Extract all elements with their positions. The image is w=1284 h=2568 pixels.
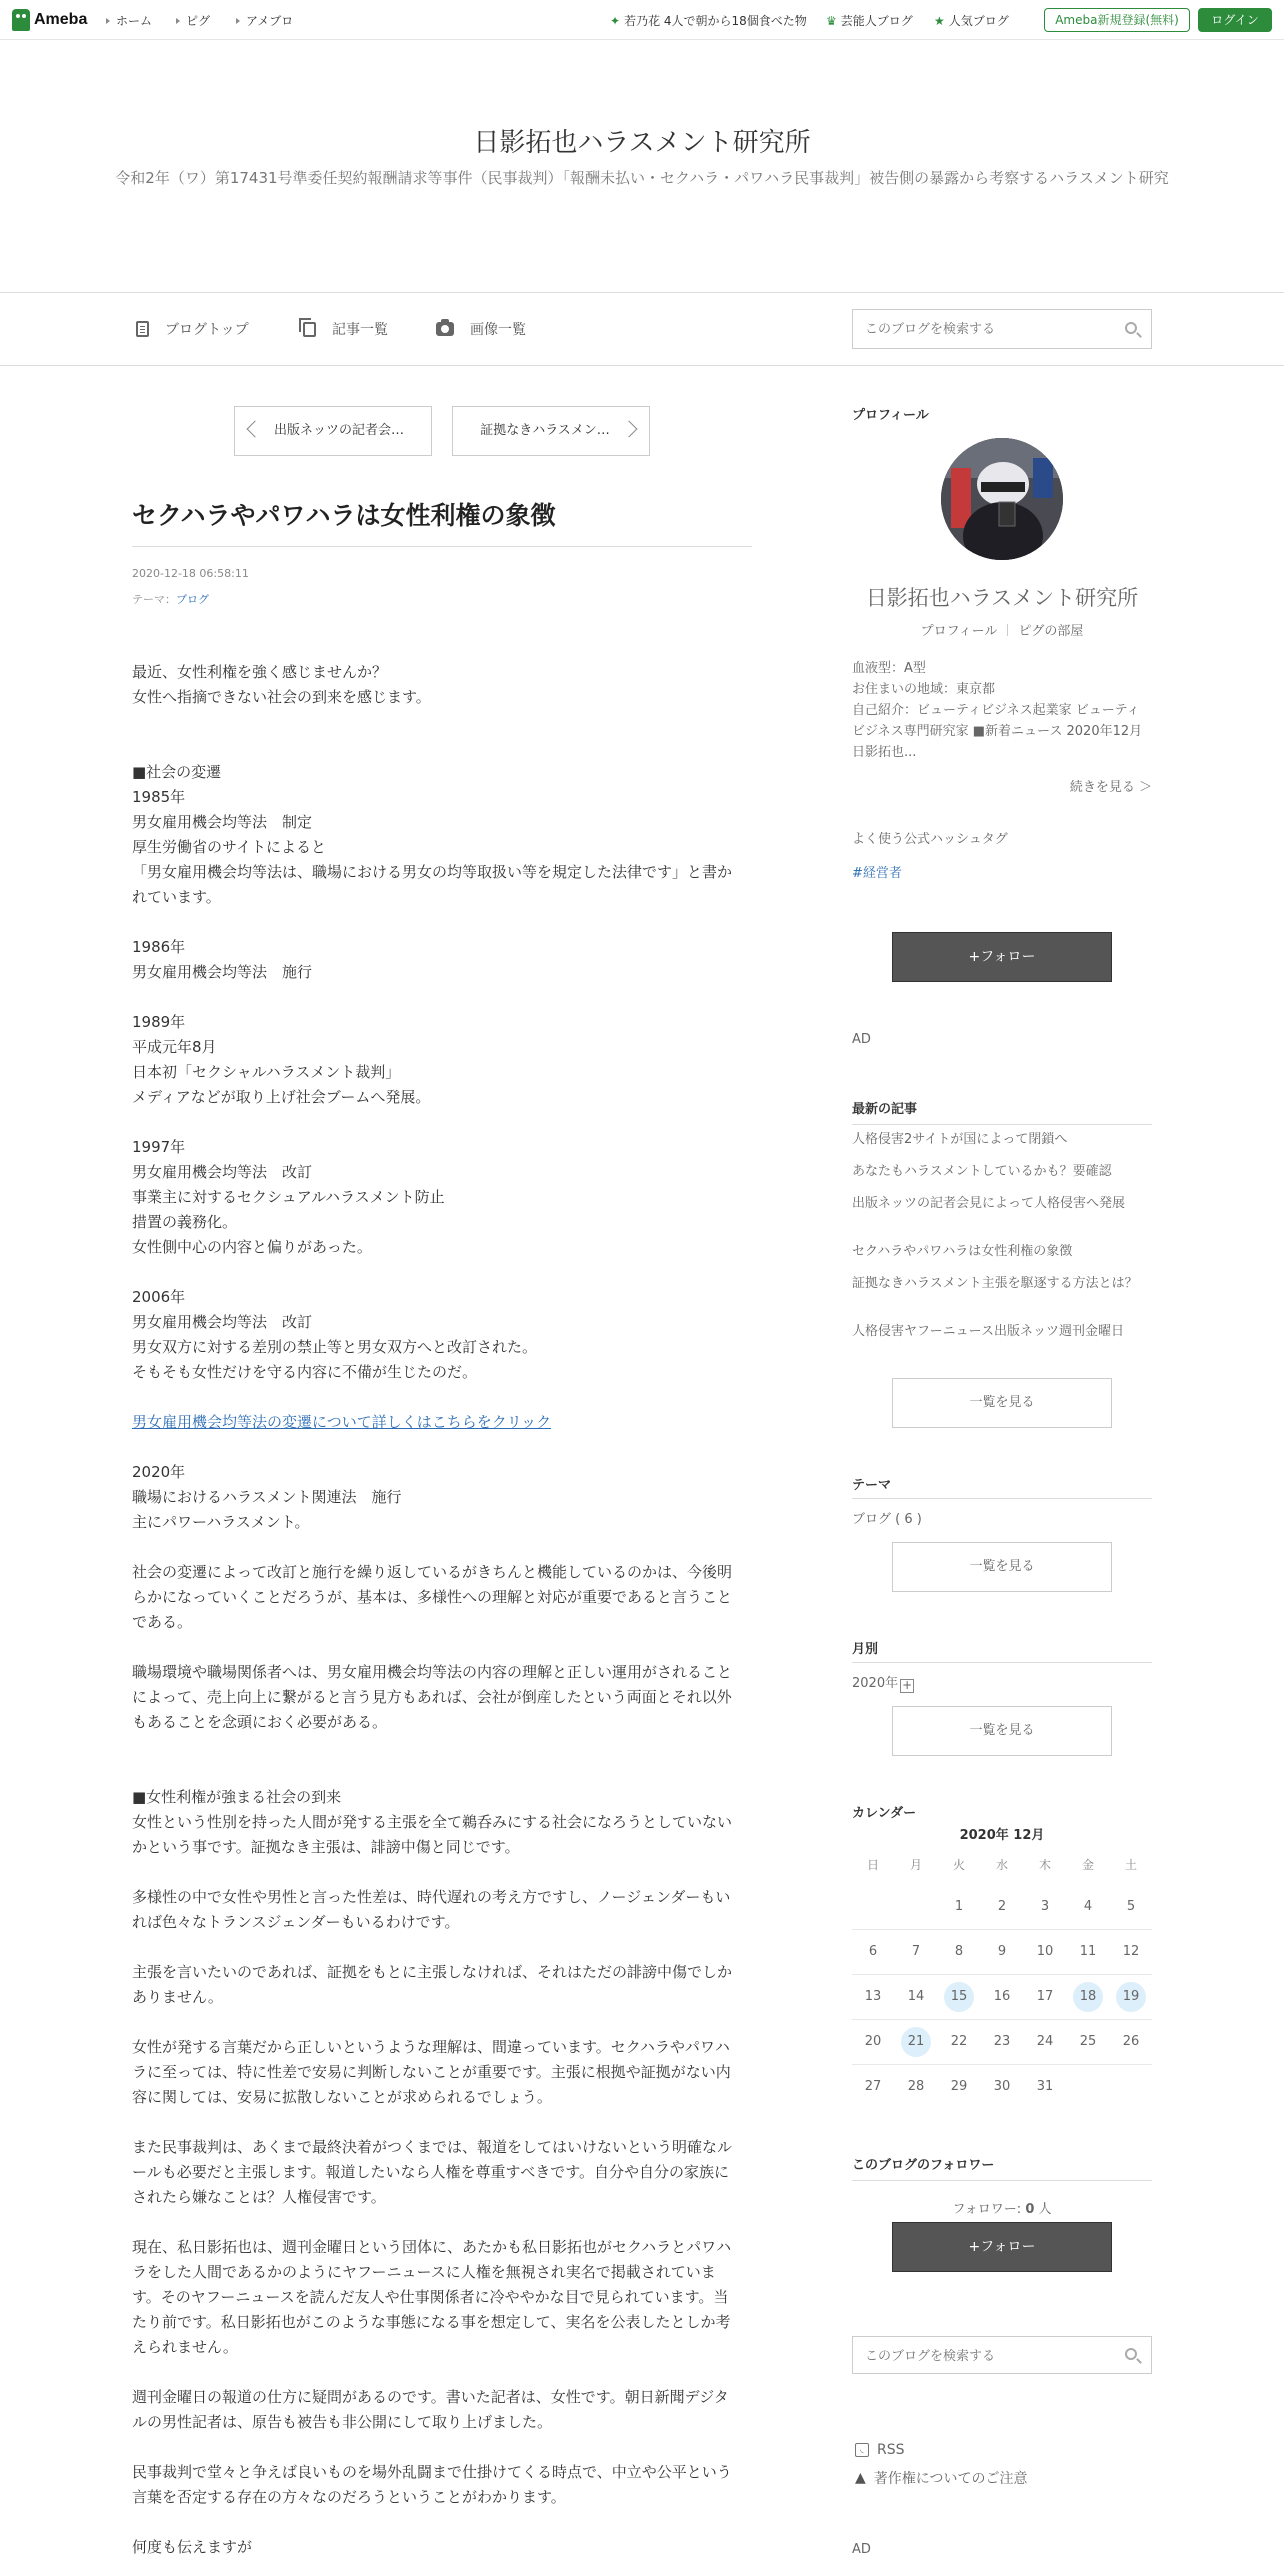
article-line: 男女雇用機会均等法 改訂 [132, 1163, 313, 1181]
monthly-item-label: 2020年 [852, 1676, 899, 1691]
calendar-day-post-marker: 19 [1116, 1982, 1146, 2012]
article-line: 事業主に対するセクシュアルハラスメント防止 [132, 1188, 445, 1206]
theme-list-button[interactable]: 一覧を見る [892, 1542, 1112, 1592]
nav-ameblo-label: アメブロ [246, 14, 294, 28]
trending-label: 若乃花 4人で朝から18個食べた物 [624, 14, 807, 28]
blog-description: 令和2年（ワ）第17431号準委任契約報酬請求等事件（民事裁判）「報酬未払い・セクハラ・パワハラ民事裁判」被告側の暴露から考察するハラスメント研究 [115, 169, 1169, 187]
ameba-logo-text: Ameba [34, 11, 88, 28]
article-line: 現在、私日影拓也は、週刊金曜日という団体に、あたかも私日影拓也がセクハラとパワハラをした人間であるかのようにヤフーニュースに人権を無視され実名で掲載されています。そのヤフーニュースを読んだ友人や仕事関係者に冷ややかな目で見られています。当たり前です。私日影拓也がこのような事態になる事を想定して、実名を公表したとしか考えられません。 [132, 2238, 732, 2356]
calendar-day: 13 [864, 1989, 882, 2004]
nav-ameblo[interactable] [236, 12, 293, 29]
popular-blog-link[interactable] [934, 12, 1009, 29]
calendar-row-divider [852, 2019, 1152, 2020]
hashtag-heading: よく使う公式ハッシュタグ [852, 832, 1008, 847]
equal-employment-history-link[interactable]: 男女雇用機会均等法の変遷について詳しくはこちらをクリック [132, 1413, 552, 1431]
copyright-link[interactable] [855, 2468, 1028, 2488]
article-line: 厚生労働省のサイトによると [132, 838, 326, 856]
calendar-day: 12 [1122, 1944, 1140, 1959]
title-divider [132, 546, 752, 547]
calendar-day-post-marker: 15 [944, 1982, 974, 2012]
recent-divider [852, 1124, 1152, 1125]
article-line: 女性側中心の内容と偏りがあった。 [132, 1238, 372, 1256]
calendar-day[interactable] [895, 2019, 937, 2064]
ad-label-bottom: AD [852, 2542, 871, 2557]
blog-title[interactable]: 日影拓也ハラスメント研究所 [473, 128, 811, 158]
article-line: 1985年 [132, 788, 186, 806]
theme-divider [852, 1498, 1152, 1499]
calendar-day: 23 [993, 2034, 1011, 2049]
paragraph-gap [132, 710, 742, 735]
nav-blog-top[interactable] [136, 319, 249, 339]
calendar-month: 2020年 12月 [959, 1828, 1045, 1843]
article-line: 多様性の中で女性や男性と言った性差は、時代遅れの考え方ですし、ノージェンダーもいれば色々なトランスジェンダーもいるわけです。 [132, 1888, 731, 1931]
profile-blood-type: 血液型：A型 [852, 661, 926, 676]
article-line: 2020年 [132, 1463, 186, 1481]
article-link-paragraph [132, 1410, 742, 1435]
avatar-image [941, 438, 1063, 560]
nav-entry-list[interactable] [300, 319, 388, 339]
follow-button[interactable]: +フォロー [892, 932, 1112, 982]
blog-nav [0, 292, 1284, 366]
calendar-row-divider [852, 1929, 1152, 1930]
paragraph-gap [132, 1935, 742, 1960]
next-entry-link[interactable] [452, 406, 650, 456]
profile-more-link[interactable]: 続きを見る ＞ [1069, 780, 1152, 795]
trending-link[interactable] [610, 12, 807, 29]
arrow-right-icon [106, 18, 110, 24]
paragraph-gap [132, 2010, 742, 2035]
pigg-room-link[interactable]: ピグの部屋 [1018, 624, 1084, 639]
celeb-blog-link[interactable] [826, 12, 913, 29]
followers-label: フォロワー: [952, 2202, 1022, 2217]
theme-item[interactable]: ブログ ( 6 ) [852, 1512, 922, 1527]
copyright-label: 著作権についてのご注意 [873, 2471, 1028, 2487]
paragraph-gap [132, 985, 742, 1010]
prev-entry-link[interactable] [234, 406, 432, 456]
article-line: ■社会の変遷 [132, 763, 222, 781]
calendar-day[interactable] [1067, 1974, 1109, 2019]
recent-heading: 最新の記事 [852, 1102, 918, 1117]
paragraph-gap [132, 1635, 742, 1660]
chevron-left-icon [247, 421, 264, 438]
calendar-day: 20 [864, 2034, 882, 2049]
calendar-day-post-marker: 18 [1073, 1982, 1103, 2012]
paragraph-gap [132, 1260, 742, 1285]
nav-image-list[interactable] [436, 319, 526, 339]
profile-info [852, 658, 1152, 763]
calendar-day: 4 [1083, 1899, 1093, 1914]
paragraph-gap [132, 1110, 742, 1135]
rss-icon: ◟ [855, 2443, 869, 2457]
camera-icon [436, 322, 454, 336]
calendar-day [852, 1884, 894, 1929]
article-line: また民事裁判は、あくまで最終決着がつくまでは、報道をしてはいけないという明確なルールも必要だと主張します。報道したいなら人権を尊重すべきです。自分や自分の家族にされたら嫌なことは？人権侵害です。 [132, 2138, 733, 2206]
theme-heading: テーマ [852, 1478, 892, 1493]
chevron-right-icon [621, 421, 638, 438]
blog-search-input[interactable] [853, 310, 1103, 348]
calendar-heading: カレンダー [852, 1806, 917, 1821]
sidebar-search-input[interactable] [853, 2337, 1103, 2375]
calendar-day: 1 [954, 1899, 964, 1914]
paragraph-gap [132, 1735, 742, 1760]
calendar-day[interactable] [1110, 1974, 1152, 2019]
paragraph-gap [132, 2360, 742, 2385]
followers-divider [852, 2180, 1152, 2181]
calendar-day: 17 [1036, 1989, 1054, 2004]
calendar-day: 2 [997, 1899, 1007, 1914]
article-line: 平成元年8月 [132, 1038, 217, 1056]
nav-pigg-label: ピグ [186, 14, 211, 28]
calendar-day: 5 [1126, 1899, 1136, 1914]
article-line: 女性が発する言葉だから正しいというような理解は、間違っています。セクハラやパワハラに至っては、特に性差で安易に判断しないことが重要です。主張に根拠や証拠がない内容に関しては、安易に拡散しないことが求められるでしょう。 [132, 2038, 731, 2106]
paragraph-gap [132, 1760, 742, 1785]
expand-icon[interactable]: + [902, 1678, 913, 1692]
profile-link[interactable]: プロフィール [920, 624, 998, 639]
next-entry-label: 証拠なきハラスメン… [480, 423, 610, 438]
calendar-day: 31 [1036, 2079, 1054, 2094]
theme-label: テーマ： [132, 593, 176, 606]
ameba-logo-icon [12, 9, 30, 31]
paragraph-gap [132, 1435, 742, 1460]
calendar-weekday: 火 [952, 1858, 965, 1872]
article-line: メディアなどが取り上げ社会ブームへ発展。 [132, 1088, 431, 1106]
register-button[interactable]: Ameba新規登録(無料) [1044, 8, 1190, 32]
paragraph-gap [132, 1860, 742, 1885]
profile-name[interactable]: 日影拓也ハラスメント研究所 [865, 586, 1139, 610]
article-title[interactable]: セクハラやパワハラは女性利権の象徴 [132, 501, 556, 530]
article-line: 主張を言いたいのであれば、証拠をもとに主張しなければ、それはただの誹謗中傷でしかありません。 [132, 1963, 733, 2006]
article-line: そもそも女性だけを守る内容に不備が生じたのだ。 [132, 1363, 478, 1381]
calendar-weekday: 土 [1124, 1858, 1137, 1872]
nav-pigg[interactable] [176, 12, 210, 29]
calendar-day: 27 [864, 2079, 882, 2094]
profile-area: お住まいの地域：東京都 [852, 682, 996, 697]
nav-home[interactable] [106, 12, 152, 29]
paragraph-gap [132, 2435, 742, 2460]
article-date: 2020-12-18 06:58:11 [132, 567, 249, 580]
calendar-day: 3 [1040, 1899, 1050, 1914]
recent-item[interactable]: 証拠なきハラスメント主張を駆逐する方法とは？ [852, 1276, 1138, 1291]
article-line: 日本初「セクシャルハラスメント裁判」 [132, 1063, 401, 1081]
paragraph-gap [132, 2510, 742, 2535]
paragraph-gap [132, 910, 742, 935]
copy-icon [303, 322, 316, 337]
link-separator [1007, 624, 1008, 636]
recent-item[interactable]: 人格侵害ヤフーニュース出版ネッツ週刊金曜日 [852, 1324, 1124, 1339]
crown-icon: ♛ [826, 14, 837, 28]
article-line: 男女双方に対する差別の禁止等と男女双方へと改訂された。 [132, 1338, 538, 1356]
calendar-day: 10 [1036, 1944, 1054, 1959]
calendar-row-divider [852, 2064, 1152, 2065]
calendar-row-divider [852, 1974, 1152, 1975]
monthly-list-button[interactable]: 一覧を見る [892, 1706, 1112, 1756]
calendar-day: 8 [954, 1944, 964, 1959]
nav-image-list-label: 画像一覧 [470, 322, 526, 338]
calendar-day: 9 [997, 1944, 1007, 1959]
profile-avatar[interactable] [941, 438, 1063, 560]
followers-count-text [852, 2198, 1152, 2217]
rss-label: RSS [877, 2442, 905, 2458]
calendar-weekday: 水 [995, 1858, 1008, 1872]
prev-entry-label: 出版ネッツの記者会… [273, 423, 404, 438]
calendar-day: 30 [993, 2079, 1011, 2094]
article-line: 職場環境や職場関係者へは、男女雇用機会均等法の内容の理解と正しい運用がされることによって、売上向上に繋がると言う見方もあれば、会社が倒産したという両面とそれ以外もあることを念頭におく必要がある。 [132, 1663, 733, 1731]
article-line: 2006年 [132, 1288, 186, 1306]
star-icon: ★ [934, 14, 945, 28]
calendar-weekday: 金 [1081, 1858, 1094, 1872]
top-bar [0, 0, 1284, 40]
calendar-day: 7 [911, 1944, 921, 1959]
calendar-day [1067, 2064, 1109, 2109]
paragraph-gap [132, 2210, 742, 2235]
recent-item[interactable]: 人格侵害2サイトが国によって閉鎖へ [852, 1132, 1068, 1147]
article-line: 「男女雇用機会均等法は、職場における男女の均等取扱い等を規定した法律です」と書かれています。 [132, 863, 733, 906]
article-line: 措置の義務化。 [132, 1213, 238, 1231]
calendar-day: 24 [1036, 2034, 1054, 2049]
paragraph-gap [132, 1535, 742, 1560]
login-button[interactable]: ログイン [1198, 8, 1272, 32]
article-line: 女性という性別を持った人間が発する主張を全て鵜呑みにする社会になろうとしていないかという事です。証拠なき主張は、誹謗中傷と同じです。 [132, 1813, 733, 1856]
followers-count: 0 [1025, 2202, 1035, 2217]
calendar-day-post-marker: 21 [901, 2027, 931, 2057]
arrow-right-icon [236, 18, 240, 24]
calendar-day: 6 [868, 1944, 878, 1959]
article-theme [132, 591, 209, 607]
popular-blog-label: 人気ブログ [948, 14, 1009, 28]
recent-list-button[interactable]: 一覧を見る [892, 1378, 1112, 1428]
rss-link[interactable] [855, 2442, 905, 2458]
recent-item[interactable]: 出版ネッツの記者会見によって人格侵害へ発展 [852, 1196, 1126, 1211]
celeb-blog-label: 芸能人ブログ [840, 14, 913, 28]
calendar-day[interactable] [938, 1974, 980, 2019]
article-line: 女性へ指摘できない社会の到来を感じます。 [132, 688, 431, 706]
calendar-day: 29 [950, 2079, 968, 2094]
paragraph-gap [132, 1385, 742, 1410]
calendar-day: 16 [993, 1989, 1011, 2004]
profile-intro: 自己紹介：ビューティビジネス起業家 ビューティビジネス専門研究家 ■新着ニュース 2020年12月 日影拓也... [852, 703, 1143, 760]
article-line: 男女雇用機会均等法 改訂 [132, 1313, 313, 1331]
calendar-day: 14 [907, 1989, 925, 2004]
profile-heading: プロフィール [852, 408, 929, 423]
nav-entry-list-label: 記事一覧 [332, 322, 388, 338]
followers-unit: 人 [1038, 2202, 1052, 2217]
article-line: ■女性利権が強まる社会の到来 [132, 1788, 342, 1806]
hashtag-link[interactable]: #経営者 [852, 866, 902, 881]
recent-item[interactable]: セクハラやパワハラは女性利権の象徴 [852, 1244, 1073, 1259]
monthly-divider [852, 1662, 1152, 1663]
search-icon[interactable] [1125, 322, 1137, 334]
article-body [132, 660, 742, 2560]
calendar-day [1110, 2064, 1152, 2109]
article-line: 民事裁判で堂々と争えば良いものを場外乱闘まで仕掛けてくる時点で、中立や公平という言葉を否定する存在の方々なのだろうということがわかります。 [132, 2463, 732, 2506]
article-line: 何度も伝えますが [132, 2538, 253, 2556]
profile-links [852, 620, 1152, 639]
follow-button-bottom[interactable]: +フォロー [892, 2222, 1112, 2272]
calendar-day: 25 [1079, 2034, 1097, 2049]
article-line: 最近、女性利権を強く感じませんか？ [132, 663, 388, 681]
calendar-day [895, 1884, 937, 1929]
calendar-day: 11 [1079, 1944, 1097, 1959]
warning-icon: ▲ [855, 2470, 866, 2486]
article-line: 主にパワーハラスメント。 [132, 1513, 310, 1531]
nav-home-label: ホーム [116, 14, 153, 28]
article-line: 1997年 [132, 1138, 186, 1156]
article-line: 職場におけるハラスメント関連法 施行 [132, 1488, 402, 1506]
recent-item[interactable]: あなたもハラスメントしているかも？要確認 [852, 1164, 1112, 1179]
calendar-day: 22 [950, 2034, 968, 2049]
article-line: 男女雇用機会均等法 施行 [132, 963, 313, 981]
calendar-day: 28 [907, 2079, 925, 2094]
ad-label: AD [852, 1032, 871, 1047]
article-line: 1986年 [132, 938, 186, 956]
calendar-weekday: 月 [909, 1858, 922, 1872]
arrow-right-icon [176, 18, 180, 24]
article-line: 1989年 [132, 1013, 186, 1031]
search-icon[interactable] [1125, 2348, 1137, 2360]
article-line: 男女雇用機会均等法 制定 [132, 813, 313, 831]
article-line: 社会の変遷によって改訂と施行を繰り返しているがきちんと機能しているのかは、今後明らかになっていくことだろうが、基本は、多様性への理解と対応が重要であると言うことである。 [132, 1563, 733, 1631]
article-line: 週刊金曜日の報道の仕方に疑問があるのです。書いた記者は、女性です。朝日新聞デジタルの男性記者は、原告も被告も非公開にして取り上げました。 [132, 2388, 729, 2431]
followers-heading: このブログのフォロワー [852, 2158, 995, 2173]
calendar-weekday: 日 [866, 1858, 879, 1872]
blog-search-box [852, 309, 1152, 349]
monthly-heading: 月別 [852, 1642, 879, 1657]
sidebar-search-box [852, 2336, 1152, 2374]
calendar-day: 26 [1122, 2034, 1140, 2049]
monthly-item[interactable] [852, 1672, 914, 1693]
theme-link[interactable]: ブログ [176, 593, 209, 606]
sparkle-icon: ✦ [610, 14, 621, 28]
calendar-weekday: 木 [1038, 1858, 1051, 1872]
nav-blog-top-label: ブログトップ [165, 322, 249, 338]
ameba-logo[interactable] [12, 8, 87, 32]
document-icon [136, 321, 149, 337]
paragraph-gap [132, 735, 742, 760]
paragraph-gap [132, 2110, 742, 2135]
